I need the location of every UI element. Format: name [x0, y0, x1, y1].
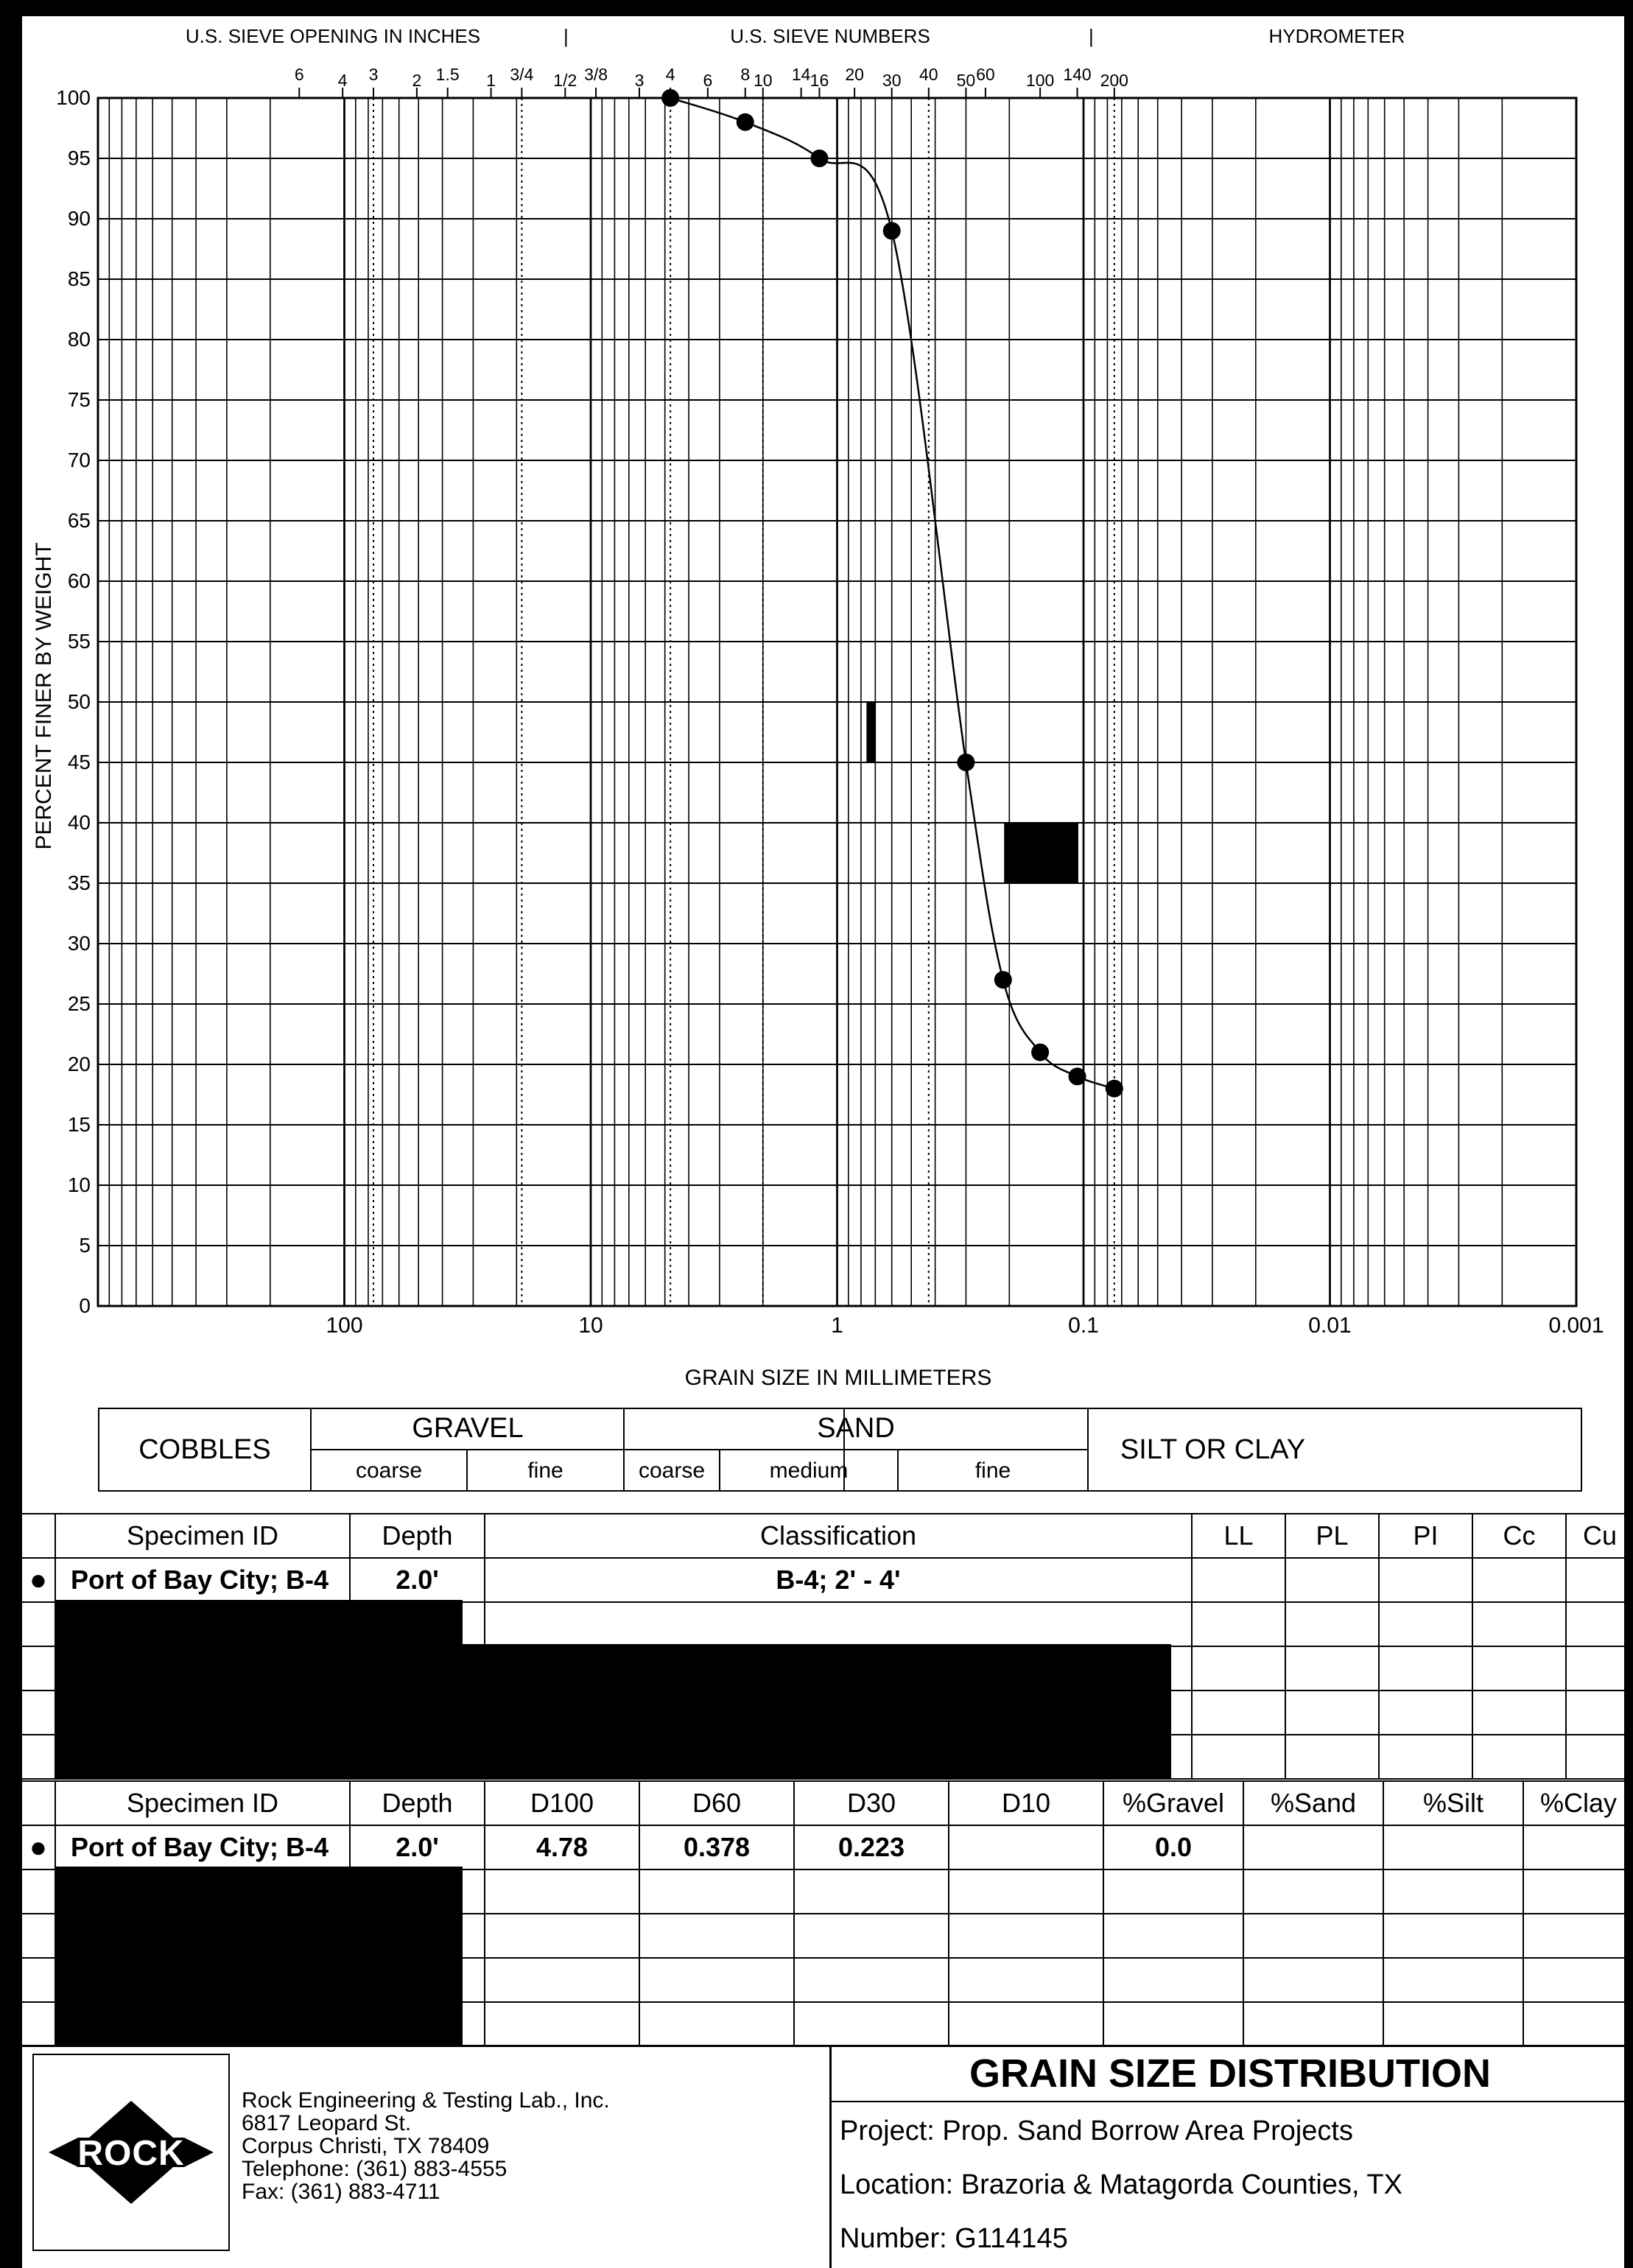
col-gravel: %Gravel [1103, 1781, 1243, 1825]
y-tick-label: 45 [67, 751, 91, 773]
company-street: 6817 Leopard St. [242, 2111, 412, 2135]
data-point [1106, 1080, 1123, 1098]
col-d60: D60 [639, 1781, 794, 1825]
top-tick-label: 6 [294, 65, 304, 84]
report-title: GRAIN SIZE DISTRIBUTION [969, 2051, 1492, 2096]
table-header-row [22, 1781, 1633, 1825]
redaction-block [56, 1600, 463, 1780]
x-tick-label: 100 [326, 1313, 363, 1338]
data-point [810, 150, 828, 167]
top-tick-label: 4 [665, 65, 675, 84]
data-point [957, 754, 974, 771]
depth-value: 2.0' [350, 1558, 485, 1602]
y-tick-label: 90 [67, 207, 91, 230]
silt-clay-label: SILT OR CLAY [1120, 1433, 1306, 1465]
col-classification: Classification [485, 1514, 1192, 1558]
data-point [737, 113, 754, 131]
y-tick-label: 55 [67, 630, 91, 653]
top-tick-label: 8 [740, 65, 751, 84]
logo-box [32, 2054, 230, 2251]
y-tick-label: 15 [67, 1113, 91, 1136]
x-tick-label: 1 [831, 1313, 843, 1338]
data-point [1031, 1044, 1049, 1061]
top-tick-label: 16 [810, 71, 829, 90]
top-tick-label: 40 [919, 65, 938, 84]
x-tick-label: 0.01 [1308, 1313, 1352, 1338]
sand-fine-label: fine [974, 1458, 1011, 1483]
top-tick-label: 3/4 [510, 65, 534, 84]
col-ll: LL [1192, 1514, 1285, 1558]
footer-divider [22, 2045, 1633, 2047]
d100-value: 4.78 [485, 1825, 639, 1869]
hydrometer-label: HYDROMETER [1268, 25, 1405, 47]
y-tick-label: 60 [67, 569, 91, 592]
location-text: Location: Brazoria & Matagorda Counties, TX [840, 2169, 1402, 2200]
y-tick-label: 10 [67, 1173, 91, 1196]
chart-grid [98, 88, 1576, 1306]
sieve-numbers-label: U.S. SIEVE NUMBERS [730, 25, 930, 47]
col-d10: D10 [949, 1781, 1103, 1825]
col-pl: PL [1285, 1514, 1379, 1558]
y-tick-label: 80 [67, 328, 91, 351]
col-d30: D30 [794, 1781, 949, 1825]
table-row [22, 1825, 1633, 1869]
col-cu: Cu [1566, 1514, 1633, 1558]
data-point [661, 89, 679, 107]
x-tick-label: 0.001 [1548, 1313, 1604, 1338]
gravel-label: GRAVEL [412, 1413, 524, 1444]
y-tick-label: 65 [67, 509, 91, 532]
series-marker-icon: ● [22, 1558, 55, 1602]
top-tick-label: 20 [845, 65, 864, 84]
classification-value: B-4; 2' - 4' [485, 1558, 1192, 1602]
gravel-value: 0.0 [1103, 1825, 1243, 1869]
top-tick-label: 30 [882, 71, 902, 90]
sand-coarse-label: coarse [638, 1458, 706, 1483]
gravel-fine-label: fine [527, 1458, 563, 1483]
footer-divider [829, 2045, 832, 2268]
y-tick-label: 25 [67, 992, 91, 1015]
top-tick-label: 3/8 [584, 65, 608, 84]
y-tick-label: 50 [67, 690, 91, 713]
y-tick-label: 0 [79, 1294, 91, 1317]
header-separator-1: | [563, 25, 569, 47]
top-tick-label: 200 [1100, 71, 1128, 90]
y-tick-label: 100 [56, 86, 91, 109]
top-tick-label: 50 [956, 71, 976, 90]
y-tick-label: 40 [67, 811, 91, 834]
gravel-coarse-label: coarse [355, 1458, 423, 1483]
y-tick-label: 30 [67, 932, 91, 955]
top-tick-label: 10 [754, 71, 773, 90]
d60-value: 0.378 [639, 1825, 794, 1869]
project-text: Project: Prop. Sand Borrow Area Projects [840, 2116, 1353, 2146]
company-name: Rock Engineering & Testing Lab., Inc. [242, 2088, 610, 2113]
specimen-id: Port of Bay City; B-4 [55, 1558, 350, 1602]
y-tick-label: 35 [67, 871, 91, 894]
col-specimen-id: Specimen ID [55, 1514, 350, 1558]
col-d100: D100 [485, 1781, 639, 1825]
d10-value [949, 1825, 1103, 1869]
col-cc: Cc [1472, 1514, 1566, 1558]
y-axis-title: PERCENT FINER BY WEIGHT [32, 542, 56, 850]
data-point [994, 971, 1012, 989]
col-depth: Depth [350, 1781, 485, 1825]
divider [1087, 1408, 1089, 1492]
col-clay: %Clay [1523, 1781, 1633, 1825]
top-tick-label: 4 [337, 71, 348, 90]
table-row [22, 1558, 1633, 1602]
x-tick-label: 0.1 [1068, 1313, 1099, 1338]
sieve-inches-label: U.S. SIEVE OPENING IN INCHES [185, 25, 481, 47]
top-tick-label: 1 [486, 71, 496, 90]
header-separator-2: | [1089, 25, 1094, 47]
x-axis-title: GRAIN SIZE IN MILLIMETERS [684, 1366, 992, 1390]
top-tick-label: 1.5 [435, 65, 460, 84]
top-tick-label: 140 [1063, 65, 1092, 84]
sand-medium-label: medium [769, 1458, 849, 1483]
col-sand: %Sand [1243, 1781, 1383, 1825]
top-tick-label: 100 [1025, 71, 1055, 90]
series-marker-icon: ● [22, 1825, 55, 1869]
d30-value: 0.223 [794, 1825, 949, 1869]
top-tick-label: 6 [703, 71, 713, 90]
top-tick-label: 3 [634, 71, 645, 90]
x-tick-label: 10 [578, 1313, 603, 1338]
cobbles-label: COBBLES [138, 1433, 271, 1465]
col-silt: %Silt [1383, 1781, 1523, 1825]
y-tick-label: 85 [67, 267, 91, 290]
redaction-block [461, 1644, 1171, 1780]
top-tick-label: 60 [976, 65, 995, 84]
data-point [883, 222, 901, 239]
company-city: Corpus Christi, TX 78409 [242, 2134, 490, 2158]
sand-label: SAND [817, 1413, 895, 1444]
col-pi: PI [1379, 1514, 1472, 1558]
y-tick-label: 5 [79, 1234, 91, 1257]
col-depth: Depth [350, 1514, 485, 1558]
depth-value: 2.0' [350, 1825, 485, 1869]
top-tick-label: 1/2 [553, 71, 577, 90]
col-specimen-id: Specimen ID [55, 1781, 350, 1825]
top-tick-label: 14 [791, 65, 811, 84]
top-tick-label: 3 [368, 65, 379, 84]
specimen-id: Port of Bay City; B-4 [55, 1825, 350, 1869]
logo-text: ROCK [77, 2134, 185, 2173]
y-tick-label: 95 [67, 147, 91, 169]
company-fax: Fax: (361) 883-4711 [242, 2180, 440, 2204]
y-tick-label: 70 [67, 449, 91, 471]
data-point [1069, 1067, 1086, 1085]
redaction-mark [866, 702, 875, 762]
top-tick-label: 2 [412, 71, 422, 90]
table-header-row [22, 1514, 1633, 1558]
y-tick-label: 20 [67, 1053, 91, 1075]
y-tick-label: 75 [67, 388, 91, 411]
number-text: Number: G114145 [840, 2223, 1068, 2254]
redaction-mark [1004, 823, 1078, 883]
company-phone: Telephone: (361) 883-4555 [242, 2157, 508, 2181]
redaction-block [56, 1867, 463, 2046]
title-divider [832, 2101, 1633, 2102]
